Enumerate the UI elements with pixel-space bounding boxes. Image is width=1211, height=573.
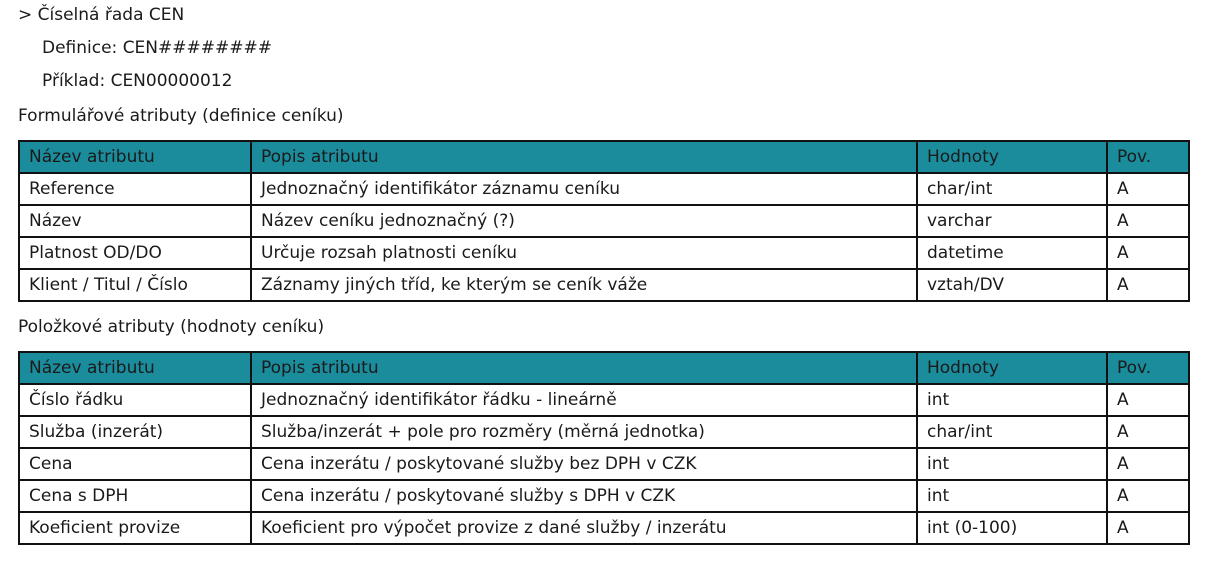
cell-attribute-values: int [917, 448, 1107, 480]
series-definition: Definice: CEN######## [42, 38, 272, 58]
cell-attribute-name: Reference [19, 173, 251, 205]
cell-attribute-required: A [1107, 269, 1189, 301]
cell-attribute-description: Služba/inzerát + pole pro rozměry (měrná jednotka) [251, 416, 917, 448]
item-attributes-caption: Položkové atributy (hodnoty ceníku) [18, 317, 325, 337]
cell-attribute-required: A [1107, 416, 1189, 448]
cell-attribute-description: Určuje rozsah platnosti ceníku [251, 237, 917, 269]
table-row [19, 205, 1189, 237]
cell-attribute-name: Číslo řádku [19, 384, 251, 416]
cell-attribute-required: A [1107, 384, 1189, 416]
cell-attribute-values: int [917, 384, 1107, 416]
cell-attribute-description: Jednoznačný identifikátor záznamu ceníku [251, 173, 917, 205]
cell-attribute-values: int (0-100) [917, 512, 1107, 544]
cell-attribute-required: A [1107, 205, 1189, 237]
cell-attribute-name: Cena s DPH [19, 480, 251, 512]
cell-attribute-values: char/int [917, 173, 1107, 205]
column-header-name: Název atributu [19, 141, 251, 173]
cell-attribute-description: Cena inzerátu / poskytované služby s DPH v CZK [251, 480, 917, 512]
form-attributes-caption: Formulářové atributy (definice ceníku) [18, 106, 344, 126]
cell-attribute-name: Cena [19, 448, 251, 480]
cell-attribute-values: char/int [917, 416, 1107, 448]
cell-attribute-description: Jednoznačný identifikátor řádku - lineárně [251, 384, 917, 416]
cell-attribute-required: A [1107, 512, 1189, 544]
cell-attribute-name: Klient / Titul / Číslo [19, 269, 251, 301]
table-header-row [19, 141, 1189, 173]
cell-attribute-name: Služba (inzerát) [19, 416, 251, 448]
cell-attribute-required: A [1107, 173, 1189, 205]
cell-attribute-name: Koeficient provize [19, 512, 251, 544]
cell-attribute-values: int [917, 480, 1107, 512]
column-header-required: Pov. [1107, 352, 1189, 384]
table-row [19, 416, 1189, 448]
series-example: Příklad: CEN00000012 [42, 71, 233, 91]
cell-attribute-description: Záznamy jiných tříd, ke kterým se ceník váže [251, 269, 917, 301]
number-series-title: > Číselná řada CEN [18, 5, 185, 25]
cell-attribute-description: Název ceníku jednoznačný (?) [251, 205, 917, 237]
cell-attribute-description: Koeficient pro výpočet provize z dané služby / inzerátu [251, 512, 917, 544]
column-header-name: Název atributu [19, 352, 251, 384]
table-row [19, 384, 1189, 416]
cell-attribute-required: A [1107, 480, 1189, 512]
cell-attribute-name: Název [19, 205, 251, 237]
cell-attribute-values: varchar [917, 205, 1107, 237]
cell-attribute-description: Cena inzerátu / poskytované služby bez DPH v CZK [251, 448, 917, 480]
table-header-row [19, 352, 1189, 384]
column-header-values: Hodnoty [917, 352, 1107, 384]
cell-attribute-values: datetime [917, 237, 1107, 269]
item-attributes-table [18, 351, 1190, 545]
cell-attribute-name: Platnost OD/DO [19, 237, 251, 269]
cell-attribute-required: A [1107, 237, 1189, 269]
cell-attribute-values: vztah/DV [917, 269, 1107, 301]
table-row [19, 480, 1189, 512]
table-row [19, 173, 1189, 205]
table-row [19, 512, 1189, 544]
form-attributes-table [18, 140, 1190, 302]
column-header-description: Popis atributu [251, 141, 917, 173]
column-header-description: Popis atributu [251, 352, 917, 384]
column-header-values: Hodnoty [917, 141, 1107, 173]
cell-attribute-required: A [1107, 448, 1189, 480]
table-row [19, 269, 1189, 301]
table-row [19, 237, 1189, 269]
table-row [19, 448, 1189, 480]
column-header-required: Pov. [1107, 141, 1189, 173]
